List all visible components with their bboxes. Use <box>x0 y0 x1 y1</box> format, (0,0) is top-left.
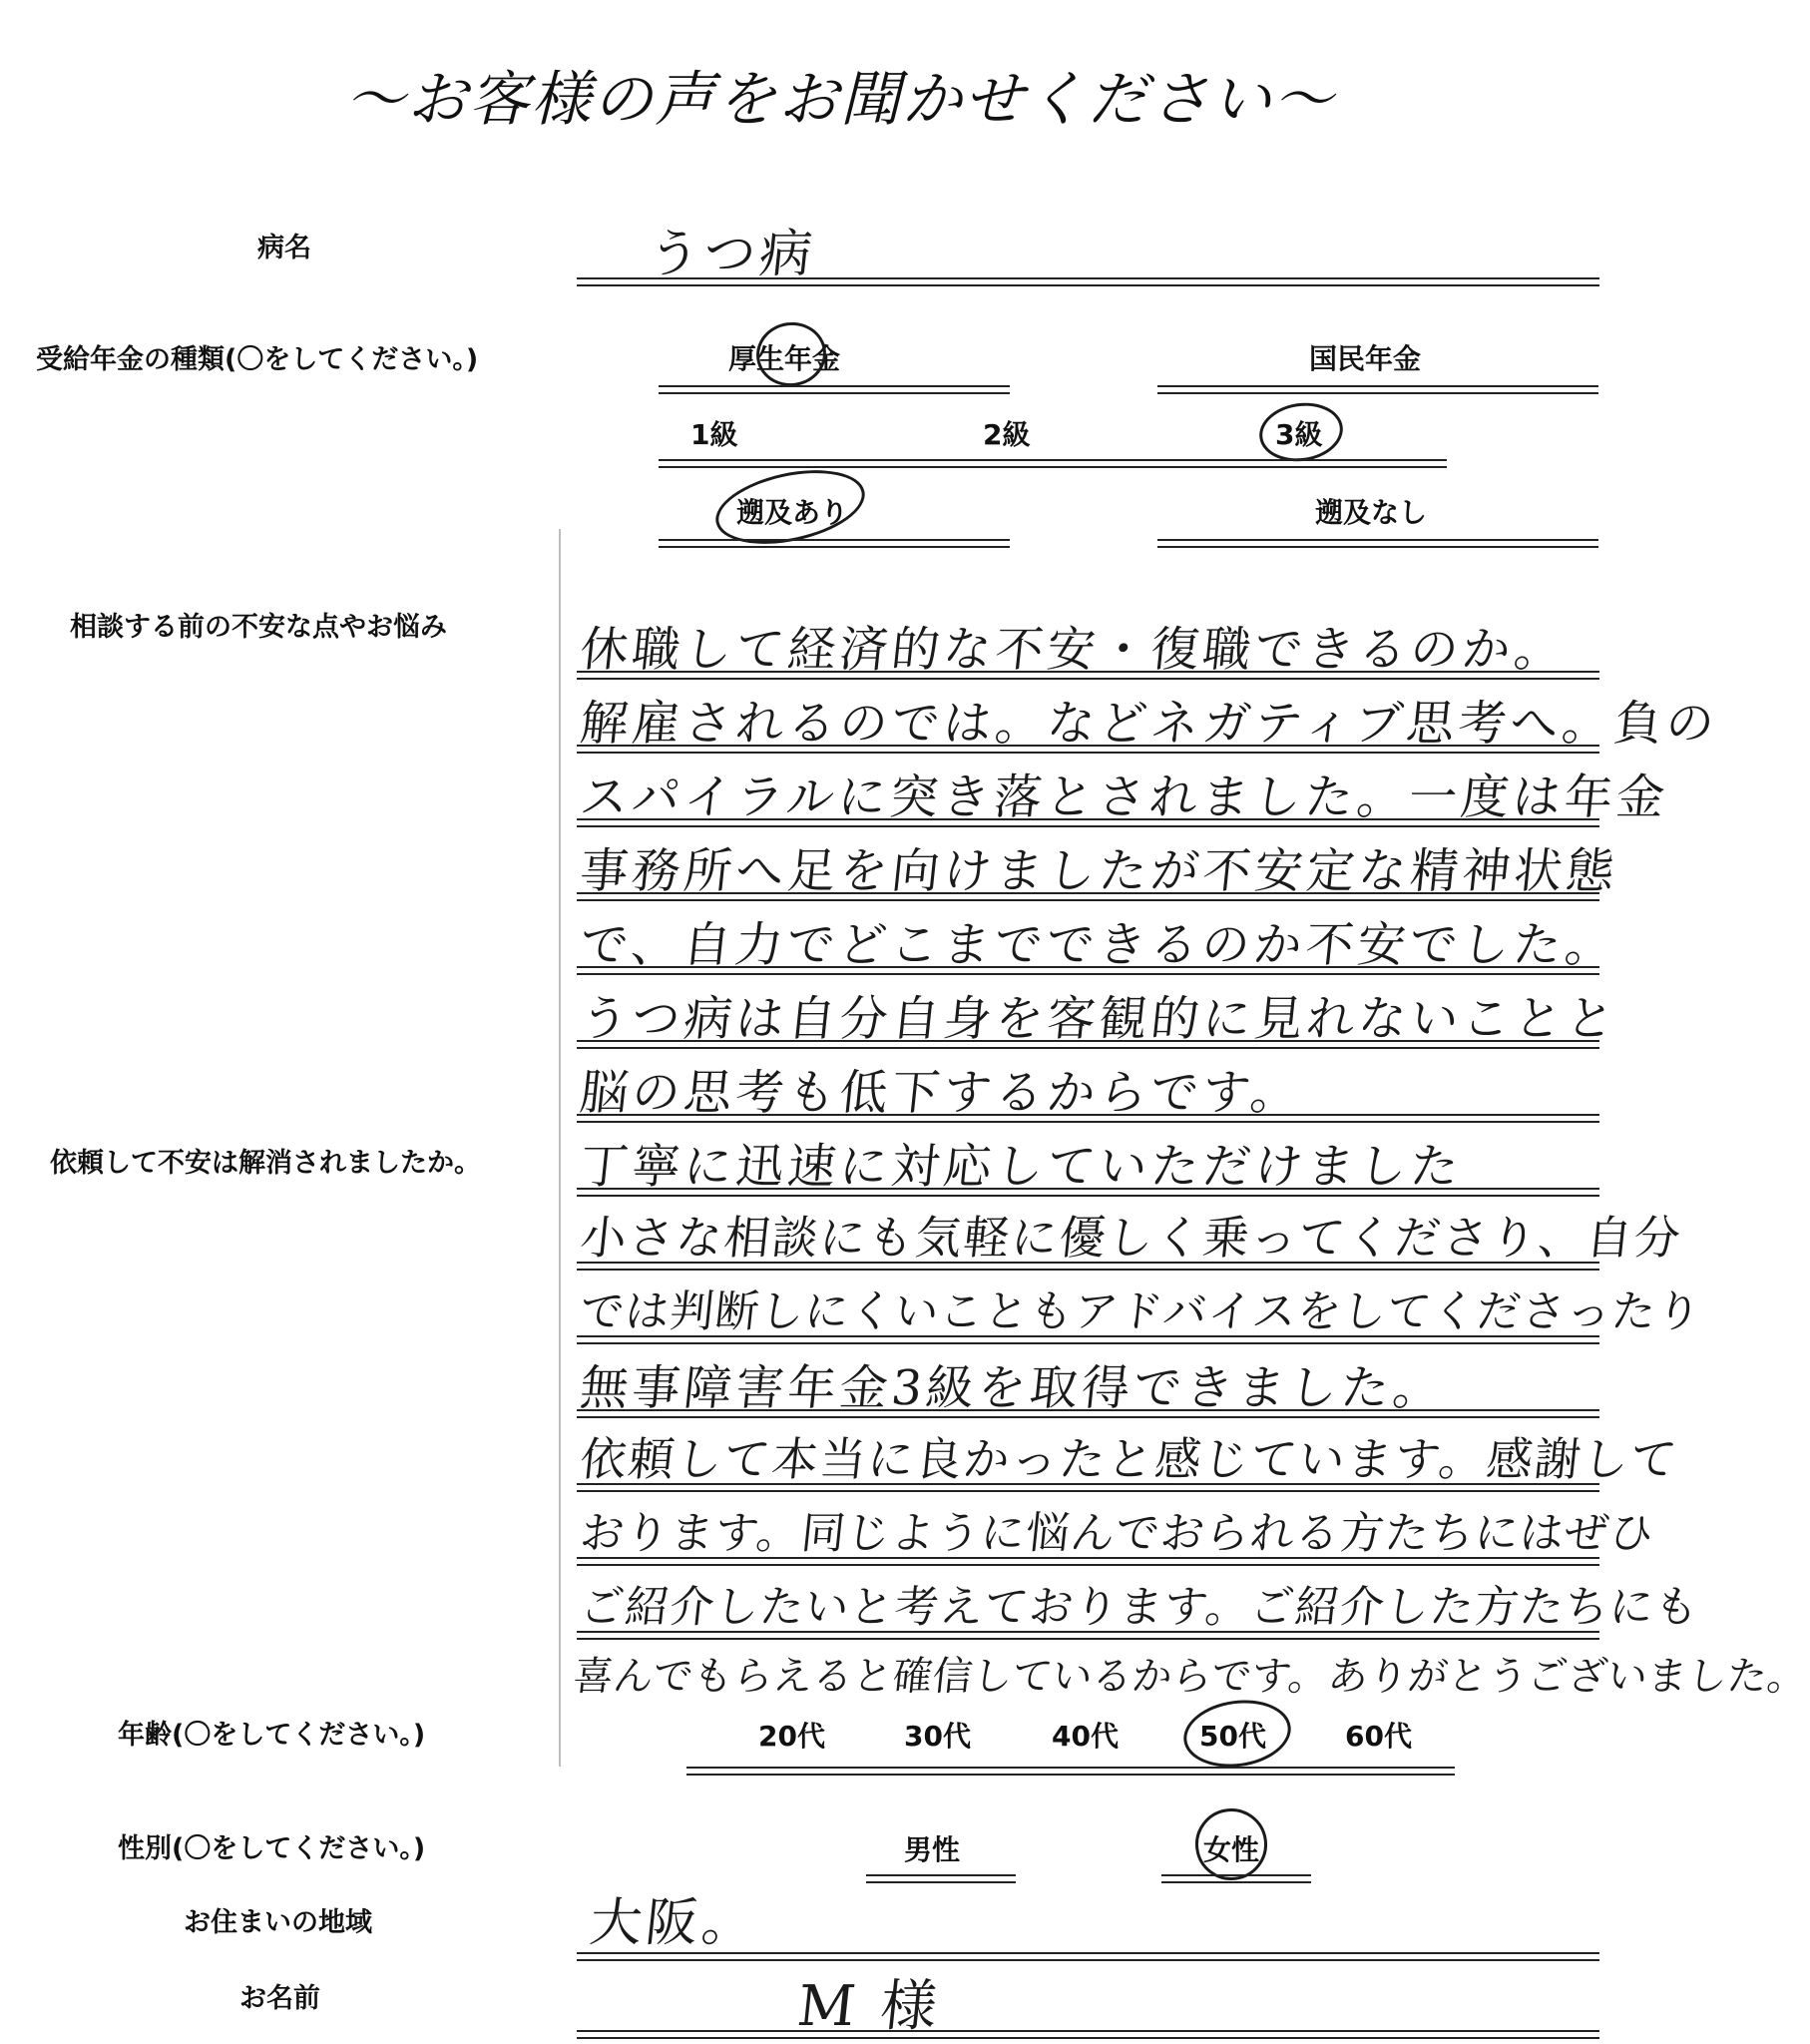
handwritten-line[interactable]: 解雇されるのでは。などネガティブ思考へ。負の <box>577 696 1721 752</box>
name-answer[interactable]: M 様 <box>794 1974 945 2039</box>
handwritten-line[interactable]: 喜んでもらえると確信しているからです。ありがとうございました。 <box>571 1654 1810 1700</box>
resolved-label: 依頼して不安は解消されましたか。 <box>50 1148 481 1179</box>
selected-circle-grade <box>1255 397 1346 466</box>
region-label: お住まいの地域 <box>184 1907 372 1938</box>
pension-rule-right <box>1157 385 1598 394</box>
handwritten-line[interactable]: 脳の思考も低下するからです。 <box>577 1065 1306 1121</box>
handwritten-line[interactable]: スパイラルに突き落とされました。一度は年金 <box>577 769 1672 825</box>
age-rule <box>686 1767 1455 1776</box>
name-rule <box>577 2030 1599 2039</box>
option-gender-male[interactable]: 男性 <box>904 1833 961 1866</box>
pension-rule-left <box>659 385 1010 394</box>
handwritten-line[interactable]: ご紹介したいと考えております。ご紹介した方たちにも <box>577 1582 1702 1633</box>
option-grade-1[interactable]: 1級 <box>690 418 738 451</box>
handwritten-line[interactable]: 小さな相談にも気軽に優しく乗ってくださり、自分 <box>577 1211 1685 1265</box>
option-retroactive-no[interactable]: 遡及なし <box>1315 496 1428 529</box>
option-gender-female[interactable]: 女性 <box>1203 1833 1260 1866</box>
option-age-40s[interactable]: 40代 <box>1052 1720 1119 1753</box>
handwritten-line[interactable]: おります。同じように悩んでおられる方たちにはぜひ <box>577 1508 1657 1559</box>
margin-guide <box>559 529 561 1767</box>
selected-circle-age <box>1179 1694 1295 1774</box>
handwritten-line[interactable]: で、自力でどこまでできるのか不安でした。 <box>577 917 1620 973</box>
handwritten-line[interactable]: うつ病は自分自身を客観的に見れないことと <box>577 991 1621 1047</box>
handwritten-line[interactable]: 事務所へ足を向けましたが不安定な精神状態 <box>577 843 1621 899</box>
form-title: 〜お客様の声をお聞かせください〜 <box>345 65 1335 135</box>
gender-rule-left <box>866 1874 1016 1883</box>
selected-circle-gender <box>1190 1803 1271 1884</box>
gender-rule-right <box>1161 1874 1311 1883</box>
worries-label: 相談する前の不安な点やお悩み <box>70 612 447 643</box>
age-label: 年齢(〇をしてください。) <box>118 1720 426 1751</box>
option-grade-2[interactable]: 2級 <box>983 418 1031 451</box>
handwritten-line[interactable]: 無事障害年金3級を取得できました。 <box>577 1360 1449 1416</box>
disease-label: 病名 <box>257 233 311 263</box>
handwritten-line[interactable]: 丁寧に迅速に対応していただけました <box>577 1139 1466 1195</box>
option-retroactive-yes[interactable]: 遡及あり <box>736 496 849 529</box>
pension-type-label: 受給年金の種類(〇をしてください。) <box>36 344 479 375</box>
option-age-50s[interactable]: 50代 <box>1199 1720 1266 1753</box>
handwritten-line[interactable]: では判断しにくいこともアドバイスをしてくださったり <box>577 1286 1704 1337</box>
handwritten-line[interactable]: 依頼して本当に良かったと感じています。感謝して <box>577 1432 1681 1486</box>
handwritten-line[interactable]: 休職して経済的な不安・復職できるのか。 <box>577 622 1570 678</box>
retroactive-rule-left <box>659 539 1010 548</box>
name-label: お名前 <box>239 1983 320 2014</box>
region-rule <box>577 1952 1599 1961</box>
option-grade-3[interactable]: 3級 <box>1275 418 1323 451</box>
region-answer[interactable]: 大阪。 <box>587 1893 761 1953</box>
option-kokumin-nenkin[interactable]: 国民年金 <box>1309 342 1422 375</box>
grade-rule <box>659 459 1447 468</box>
gender-label: 性別(〇をしてください。) <box>118 1833 426 1864</box>
option-age-30s[interactable]: 30代 <box>904 1720 971 1753</box>
retroactive-rule-right <box>1157 539 1598 548</box>
option-kousei-nenkin[interactable]: 厚生年金 <box>728 342 841 375</box>
selected-circle-pension <box>752 317 830 390</box>
disease-rule <box>577 277 1599 286</box>
option-age-20s[interactable]: 20代 <box>758 1720 825 1753</box>
option-age-60s[interactable]: 60代 <box>1345 1720 1412 1753</box>
disease-answer[interactable]: うつ病 <box>645 225 819 284</box>
